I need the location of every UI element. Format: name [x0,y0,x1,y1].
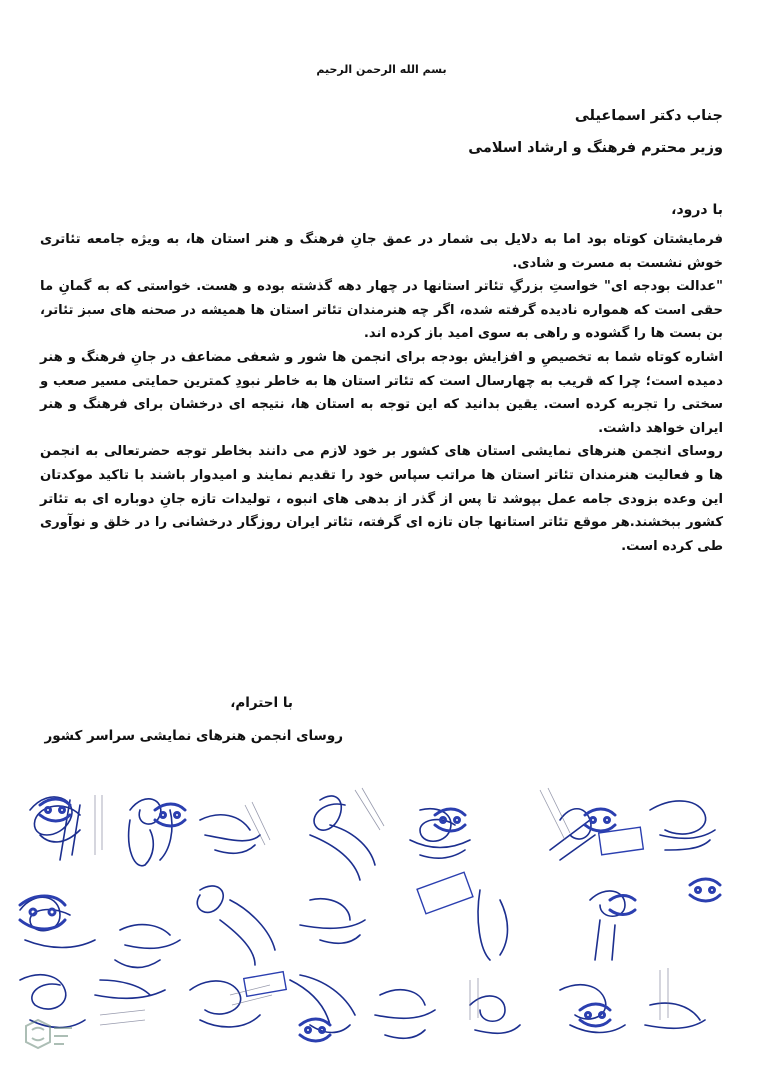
stamp-logo-5 [20,896,65,929]
paragraph: اشاره کوتاه شما به تخصیصِ و افزایش بودجه برای انجمن ها شور و شعفی مضاعف در جانِ فرهنگ و هنر دمیده است؛ چرا که قریب به چهارسال است که تئاتر استان ها به خاطر نبودِ کمترین حمایتی مسیر صعب و سختی را تجربه کرده است. یقین بدانید که این توجه به استان ها، نتیجه ای درخشان برای فرهنگ و هنر ایران خواهد داشت. [40,349,723,436]
stamp-logo-2 [155,804,185,826]
signature-stamp-13 [590,891,625,960]
closing: با احترام، [230,695,293,711]
signature-stamp-5 [410,809,470,859]
stamp-logo-4 [585,809,615,831]
stamp-logo-8 [300,1019,330,1041]
signature-stamp-4 [310,796,375,880]
signatures-area [0,780,763,1080]
paragraph: فرمایشتان کوتاه بود اما به دلایل بی شمار در عمق جانِ فرهنگ و هنر استان ها، به ویژه جامعه تئاتری خوش نشست به مسرت و شادی. [40,232,723,271]
signature-stamp-12 [478,890,507,960]
paragraph: "عدالت بودجه ای" خواستِ بزرگِ تئاتر استانها در چهار دهه گذشته بوده و هست. خواستی که به گمانِ ما حقی است که همواره نادیده گرفته شده، اگر چه هنرمندان تئاتر استان ها همیشه در صحنه های سبز تئاتر، بن بست ها را گشوده و راهی به سوی امید باز کرده اند. [40,279,723,342]
signature-stamp-1 [30,797,80,860]
square-stamp-3 [244,972,287,997]
square-stamp-2 [417,872,473,914]
signature-stamp-11 [300,899,365,944]
stamp-logo-9 [580,1004,610,1026]
paragraph: روسای انجمن هنرهای نمایشی استان های کشور بر خود لازم می دانند بخاطر توجه حضرتعالی به انجمن ها و فعالیت هنرمندان تئاتر استان ها مراتب سپاس خود را تقدیم نمایند و امیدوار باشند با تاکید موکدتان این وعده بزودی جامه عمل بپوشد تا پس از گذر از بدهی های انبوه ، تولیدات تازه جانِ دوباره ای به تئاتر کشور ببخشند.هر موقع تئاتر استانها جان تازه ای گرفته، تئاتر ایران روزگار درخشانی را در خلق و نوآوری طی کرده است. [40,444,723,554]
signature-stamp-19 [470,996,520,1033]
letter-body [40,228,723,558]
basmala: بسم الله الرحمن الرحیم [316,63,447,76]
greeting: با درود، [671,202,723,218]
signature-stamp-9 [115,925,180,968]
signature-stamp-8 [20,897,95,947]
stamp-logo-1 [40,799,70,821]
signature-stamp-6 [550,809,595,860]
signature-stamp-15 [95,980,165,998]
signature-stamp-16 [190,981,260,1027]
signature-stamp-2 [129,799,172,866]
signature-stamp-7 [650,801,715,850]
signature-stamp-3 [200,815,260,853]
signature-stamp-21 [645,1003,705,1028]
recipient-name: جناب دکتر اسماعیلی [574,108,723,124]
signature-stamp-18 [375,990,435,1038]
recipient-title: وزیر محترم فرهنگ و ارشاد اسلامی [468,140,723,156]
signature-stamp-10 [197,886,275,965]
stamp-logo-6 [690,879,720,901]
signatory: روسای انجمن هنرهای نمایشی سراسر کشور [44,728,343,744]
watermark-logo [18,1016,78,1070]
